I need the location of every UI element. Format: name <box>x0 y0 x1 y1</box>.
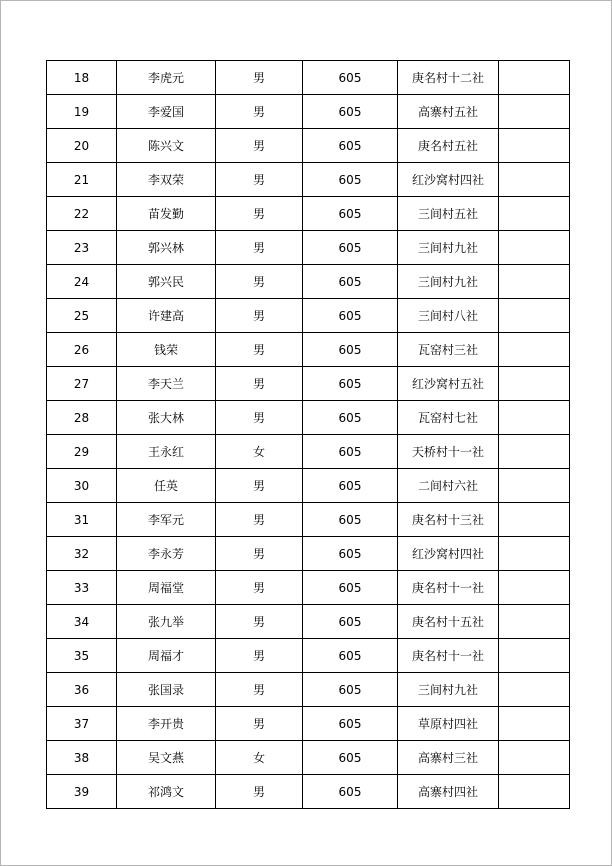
cell-number: 32 <box>47 537 117 571</box>
cell-note <box>499 197 570 231</box>
cell-gender: 男 <box>216 367 303 401</box>
cell-village: 三间村九社 <box>398 265 499 299</box>
cell-number: 30 <box>47 469 117 503</box>
cell-note <box>499 707 570 741</box>
cell-gender: 男 <box>216 401 303 435</box>
cell-gender: 男 <box>216 639 303 673</box>
cell-gender: 男 <box>216 707 303 741</box>
cell-number: 22 <box>47 197 117 231</box>
cell-note <box>499 333 570 367</box>
cell-code: 605 <box>303 503 398 537</box>
cell-number: 24 <box>47 265 117 299</box>
table-row <box>47 775 570 809</box>
cell-note <box>499 741 570 775</box>
cell-name: 王永红 <box>117 435 216 469</box>
cell-gender: 男 <box>216 61 303 95</box>
cell-name: 张大林 <box>117 401 216 435</box>
cell-number: 39 <box>47 775 117 809</box>
cell-note <box>499 673 570 707</box>
cell-name: 李军元 <box>117 503 216 537</box>
cell-note <box>499 435 570 469</box>
cell-village: 瓦窑村七社 <box>398 401 499 435</box>
cell-gender: 女 <box>216 435 303 469</box>
cell-name: 任英 <box>117 469 216 503</box>
cell-name: 张国录 <box>117 673 216 707</box>
cell-note <box>499 95 570 129</box>
cell-number: 37 <box>47 707 117 741</box>
cell-name: 许建高 <box>117 299 216 333</box>
table-row <box>47 639 570 673</box>
cell-note <box>499 129 570 163</box>
cell-village: 高寨村五社 <box>398 95 499 129</box>
cell-number: 25 <box>47 299 117 333</box>
table-row <box>47 95 570 129</box>
cell-name: 祁鸿文 <box>117 775 216 809</box>
cell-gender: 男 <box>216 265 303 299</box>
table-row <box>47 707 570 741</box>
cell-note <box>499 61 570 95</box>
cell-village: 庚名村十一社 <box>398 639 499 673</box>
cell-number: 21 <box>47 163 117 197</box>
cell-number: 35 <box>47 639 117 673</box>
cell-gender: 男 <box>216 469 303 503</box>
cell-code: 605 <box>303 775 398 809</box>
cell-code: 605 <box>303 367 398 401</box>
cell-name: 张九举 <box>117 605 216 639</box>
cell-village: 三间村八社 <box>398 299 499 333</box>
cell-number: 36 <box>47 673 117 707</box>
table-row <box>47 401 570 435</box>
table-row <box>47 741 570 775</box>
cell-number: 23 <box>47 231 117 265</box>
cell-name: 钱荣 <box>117 333 216 367</box>
table-row <box>47 231 570 265</box>
cell-village: 三间村五社 <box>398 197 499 231</box>
cell-gender: 女 <box>216 741 303 775</box>
cell-name: 陈兴文 <box>117 129 216 163</box>
cell-gender: 男 <box>216 163 303 197</box>
table-row <box>47 435 570 469</box>
cell-code: 605 <box>303 639 398 673</box>
cell-gender: 男 <box>216 571 303 605</box>
cell-note <box>499 299 570 333</box>
table-row <box>47 265 570 299</box>
cell-note <box>499 163 570 197</box>
cell-village: 天桥村十一社 <box>398 435 499 469</box>
cell-village: 红沙窝村四社 <box>398 537 499 571</box>
cell-gender: 男 <box>216 95 303 129</box>
cell-name: 李双荣 <box>117 163 216 197</box>
cell-number: 33 <box>47 571 117 605</box>
table-row <box>47 673 570 707</box>
table-row <box>47 163 570 197</box>
cell-code: 605 <box>303 95 398 129</box>
cell-village: 庚名村十五社 <box>398 605 499 639</box>
cell-name: 李永芳 <box>117 537 216 571</box>
cell-village: 二间村六社 <box>398 469 499 503</box>
cell-code: 605 <box>303 299 398 333</box>
cell-name: 周福堂 <box>117 571 216 605</box>
cell-number: 18 <box>47 61 117 95</box>
cell-code: 605 <box>303 741 398 775</box>
cell-village: 红沙窝村五社 <box>398 367 499 401</box>
cell-number: 29 <box>47 435 117 469</box>
cell-code: 605 <box>303 333 398 367</box>
cell-village: 红沙窝村四社 <box>398 163 499 197</box>
cell-code: 605 <box>303 61 398 95</box>
cell-code: 605 <box>303 231 398 265</box>
cell-name: 郭兴林 <box>117 231 216 265</box>
cell-village: 高寨村三社 <box>398 741 499 775</box>
cell-number: 27 <box>47 367 117 401</box>
cell-number: 31 <box>47 503 117 537</box>
cell-name: 苗发勤 <box>117 197 216 231</box>
cell-gender: 男 <box>216 129 303 163</box>
cell-note <box>499 367 570 401</box>
cell-village: 庚名村五社 <box>398 129 499 163</box>
cell-name: 郭兴民 <box>117 265 216 299</box>
cell-village: 庚名村十三社 <box>398 503 499 537</box>
cell-number: 26 <box>47 333 117 367</box>
cell-gender: 男 <box>216 299 303 333</box>
table-row <box>47 367 570 401</box>
cell-code: 605 <box>303 537 398 571</box>
table-row <box>47 197 570 231</box>
cell-code: 605 <box>303 401 398 435</box>
table-row <box>47 333 570 367</box>
roster-table-body <box>47 61 570 809</box>
cell-number: 19 <box>47 95 117 129</box>
cell-code: 605 <box>303 129 398 163</box>
cell-code: 605 <box>303 469 398 503</box>
cell-code: 605 <box>303 163 398 197</box>
cell-village: 草原村四社 <box>398 707 499 741</box>
cell-name: 李开贵 <box>117 707 216 741</box>
cell-number: 38 <box>47 741 117 775</box>
cell-code: 605 <box>303 197 398 231</box>
cell-gender: 男 <box>216 673 303 707</box>
table-row <box>47 469 570 503</box>
cell-name: 周福才 <box>117 639 216 673</box>
cell-code: 605 <box>303 265 398 299</box>
cell-name: 李爱国 <box>117 95 216 129</box>
cell-gender: 男 <box>216 231 303 265</box>
cell-note <box>499 639 570 673</box>
table-row <box>47 503 570 537</box>
cell-note <box>499 265 570 299</box>
table-row <box>47 605 570 639</box>
cell-note <box>499 775 570 809</box>
cell-village: 庚名村十二社 <box>398 61 499 95</box>
cell-code: 605 <box>303 571 398 605</box>
cell-note <box>499 231 570 265</box>
cell-note <box>499 469 570 503</box>
cell-gender: 男 <box>216 537 303 571</box>
cell-village: 三间村九社 <box>398 673 499 707</box>
cell-village: 庚名村十一社 <box>398 571 499 605</box>
cell-number: 28 <box>47 401 117 435</box>
cell-gender: 男 <box>216 503 303 537</box>
cell-code: 605 <box>303 673 398 707</box>
cell-note <box>499 571 570 605</box>
cell-note <box>499 401 570 435</box>
cell-note <box>499 503 570 537</box>
table-row <box>47 299 570 333</box>
cell-gender: 男 <box>216 775 303 809</box>
cell-number: 34 <box>47 605 117 639</box>
cell-gender: 男 <box>216 333 303 367</box>
cell-name: 吴文燕 <box>117 741 216 775</box>
cell-code: 605 <box>303 707 398 741</box>
cell-village: 高寨村四社 <box>398 775 499 809</box>
cell-village: 瓦窑村三社 <box>398 333 499 367</box>
cell-note <box>499 605 570 639</box>
cell-gender: 男 <box>216 197 303 231</box>
cell-village: 三间村九社 <box>398 231 499 265</box>
table-row <box>47 61 570 95</box>
roster-table <box>46 60 570 809</box>
table-row <box>47 129 570 163</box>
cell-name: 李天兰 <box>117 367 216 401</box>
cell-number: 20 <box>47 129 117 163</box>
table-row <box>47 537 570 571</box>
cell-name: 李虎元 <box>117 61 216 95</box>
cell-code: 605 <box>303 435 398 469</box>
cell-code: 605 <box>303 605 398 639</box>
table-row <box>47 571 570 605</box>
cell-gender: 男 <box>216 605 303 639</box>
cell-note <box>499 537 570 571</box>
